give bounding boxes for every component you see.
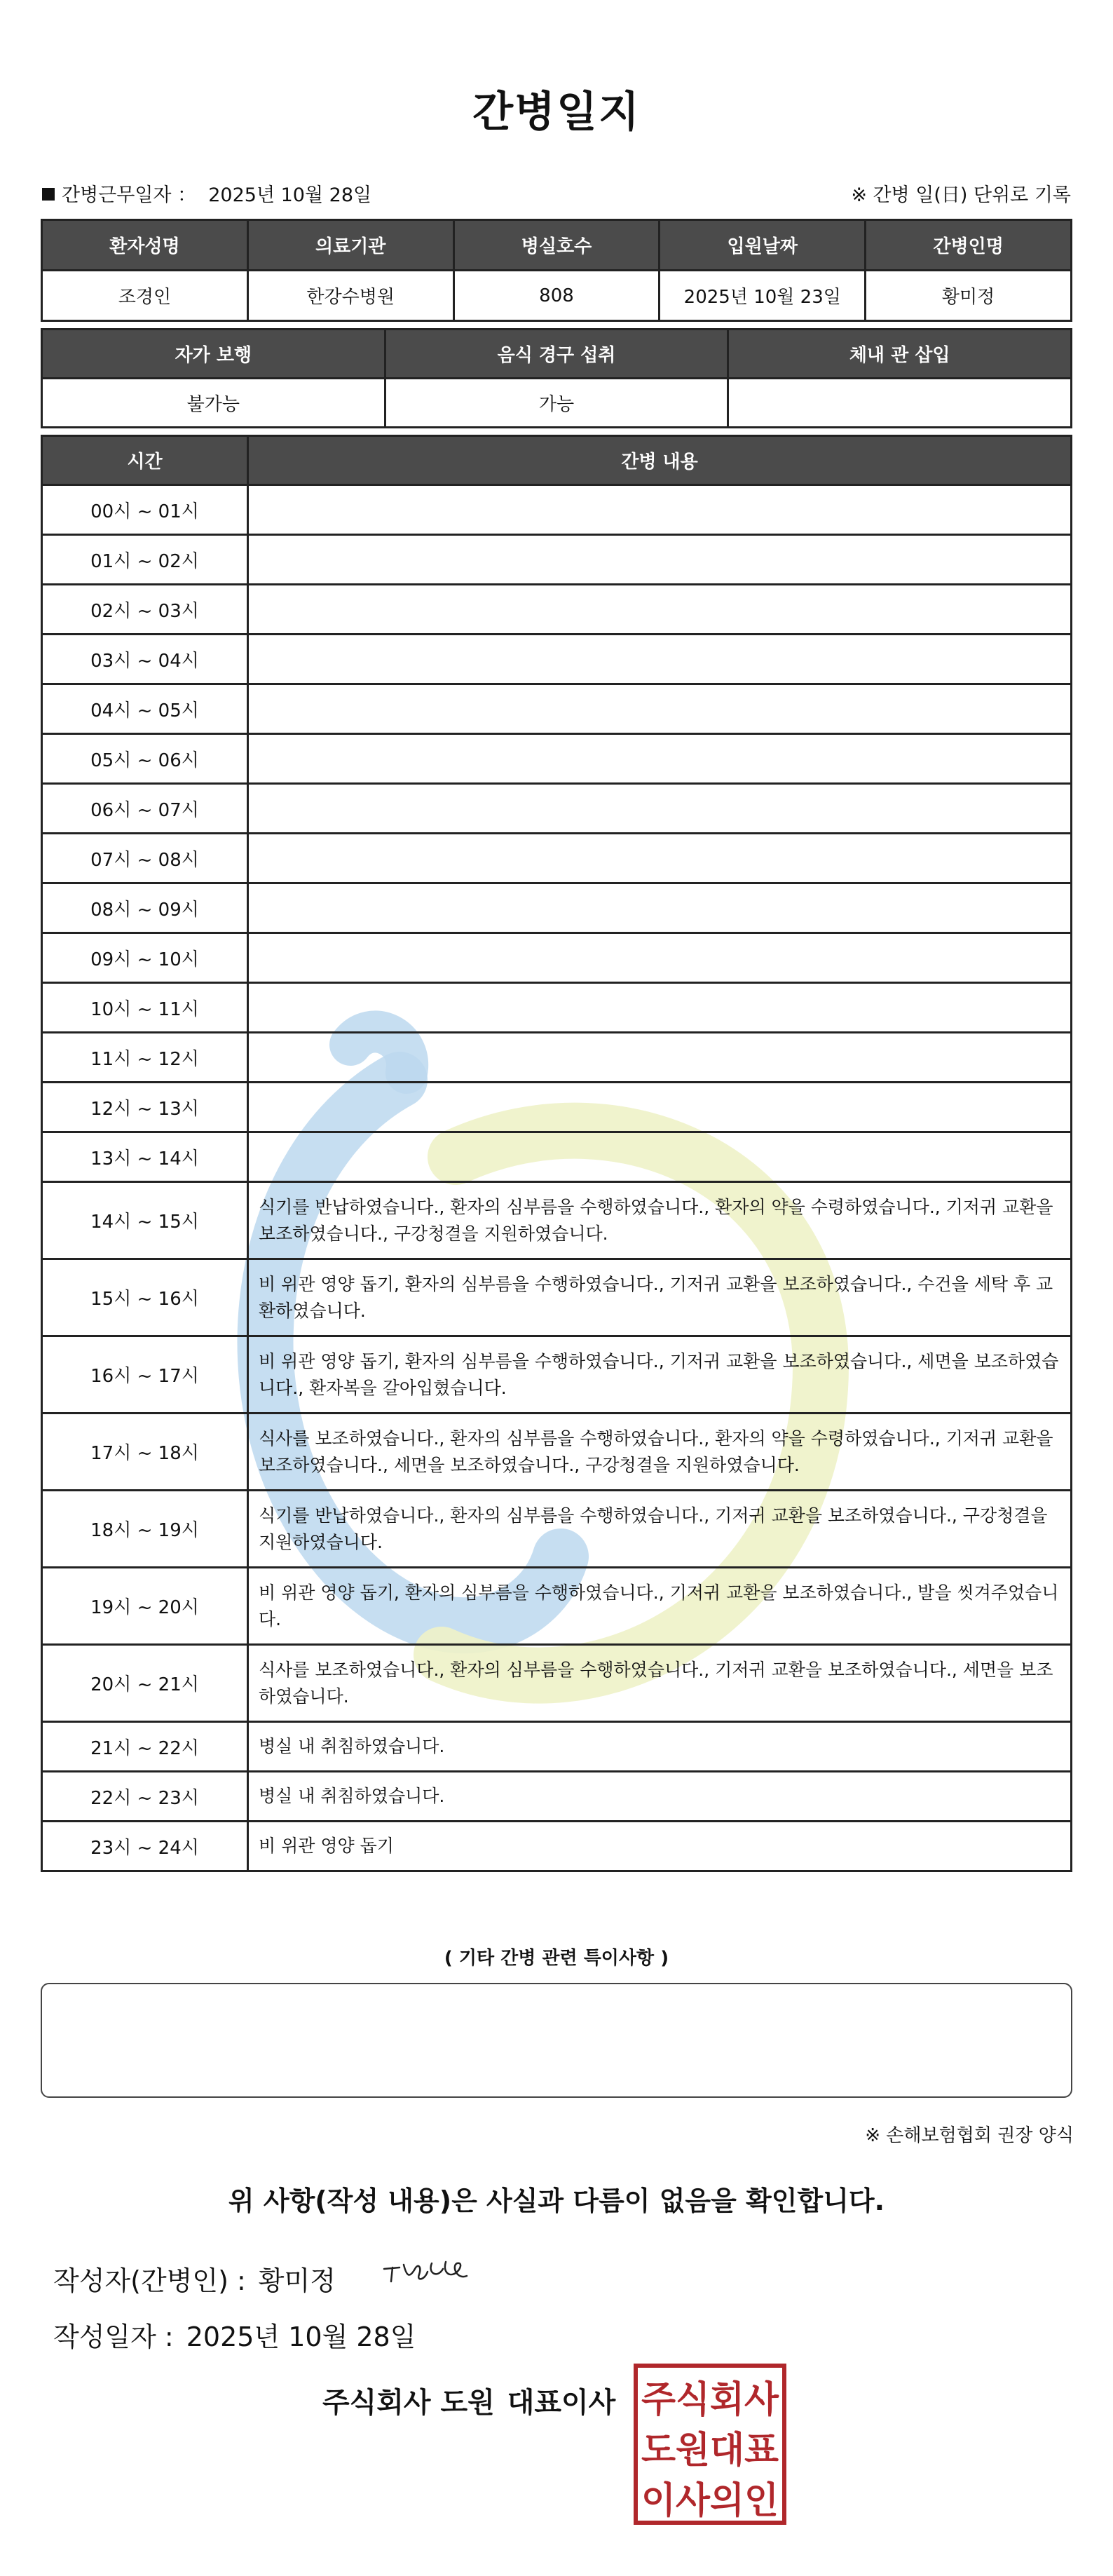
- header-self-walking: 자가 보행: [42, 330, 385, 379]
- content-cell: [248, 734, 1072, 784]
- content-cell: [248, 983, 1072, 1033]
- table-row: [42, 1645, 1072, 1722]
- page-title: 간병일지: [472, 88, 641, 137]
- header-hospital: 의료기관: [247, 220, 453, 271]
- header-care-content: 간병 내용: [248, 436, 1072, 485]
- table-row: [42, 1414, 1072, 1491]
- time-cell: 19시 ~ 20시: [42, 1568, 248, 1645]
- remarks-box: [41, 1983, 1072, 2098]
- table-row: [42, 1772, 1072, 1822]
- table-row: [42, 1822, 1072, 1871]
- svg-text:이사의인: 이사의인: [641, 2480, 779, 2522]
- content-cell: 비 위관 영양 돕기, 환자의 심부름을 수행하였습니다., 기저귀 교환을 보조하였습니다., 발을 씻겨주었습니다.: [248, 1568, 1072, 1645]
- content-cell: 비 위관 영양 돕기, 환자의 심부름을 수행하였습니다., 기저귀 교환을 보조하였습니다., 수건을 세탁 후 교환하였습니다.: [248, 1259, 1072, 1336]
- company-title: 대표이사: [507, 2387, 616, 2419]
- time-cell: 07시 ~ 08시: [42, 834, 248, 883]
- time-cell: 13시 ~ 14시: [42, 1132, 248, 1182]
- table-row: [42, 1182, 1072, 1259]
- log-header-row: [42, 436, 1072, 485]
- status-value-row: [42, 379, 1072, 428]
- content-cell: [248, 834, 1072, 883]
- patient-status-table: [41, 328, 1072, 428]
- confirm-statement: 위 사항(작성 내용)은 사실과 다름이 없음을 확인합니다.: [228, 2185, 885, 2216]
- table-row: [42, 834, 1072, 883]
- content-cell: 병실 내 취침하였습니다.: [248, 1772, 1072, 1822]
- header-admission-date: 입원날짜: [660, 220, 866, 271]
- content-cell: [248, 784, 1072, 834]
- svg-text:도원대표: 도원대표: [641, 2429, 779, 2472]
- time-cell: 20시 ~ 21시: [42, 1645, 248, 1722]
- content-cell: [248, 684, 1072, 734]
- value-caregiver-name: 황미정: [866, 271, 1072, 321]
- table-row: [42, 1336, 1072, 1414]
- time-cell: 08시 ~ 09시: [42, 883, 248, 933]
- content-cell: 식기를 반납하였습니다., 환자의 심부름을 수행하였습니다., 환자의 약을 수령하였습니다., 기저귀 교환을 보조하였습니다., 구강청결을 지원하였습니다.: [248, 1182, 1072, 1259]
- time-cell: 02시 ~ 03시: [42, 585, 248, 635]
- table-row: [42, 933, 1072, 983]
- content-cell: 식사를 보조하였습니다., 환자의 심부름을 수행하였습니다., 환자의 약을 수령하였습니다., 기저귀 교환을 보조하였습니다., 세면을 보조하였습니다., 구강청결을 지원하였습니다.: [248, 1414, 1072, 1491]
- company-name: 주식회사 도원: [322, 2387, 495, 2419]
- square-bullet-icon: [42, 188, 55, 201]
- table-row: [42, 1722, 1072, 1772]
- company-seal: [633, 2363, 787, 2526]
- value-self-walking: 불가능: [42, 379, 385, 428]
- content-cell: 식기를 반납하였습니다., 환자의 심부름을 수행하였습니다., 기저귀 교환을 보조하였습니다., 구강청결을 지원하였습니다.: [248, 1491, 1072, 1568]
- value-hospital: 한강수병원: [247, 271, 453, 321]
- table-row: [42, 585, 1072, 635]
- time-cell: 22시 ~ 23시: [42, 1772, 248, 1822]
- value-patient-name: 조경인: [42, 271, 248, 321]
- table-row: [42, 684, 1072, 734]
- status-header-row: [42, 330, 1072, 379]
- content-cell: 병실 내 취침하였습니다.: [248, 1722, 1072, 1772]
- table-row: [42, 734, 1072, 784]
- patient-value-row: [42, 271, 1072, 321]
- content-cell: [248, 585, 1072, 635]
- time-cell: 00시 ~ 01시: [42, 485, 248, 535]
- written-date-value: 2025년 10월 28일: [186, 2321, 416, 2352]
- time-cell: 09시 ~ 10시: [42, 933, 248, 983]
- table-row: [42, 1491, 1072, 1568]
- handwritten-signature: [378, 2248, 477, 2297]
- written-date-line: [53, 2315, 416, 2354]
- table-row: [42, 535, 1072, 585]
- svg-text:주식회사: 주식회사: [641, 2379, 779, 2421]
- recommend-note: ※ 손해보험협회 권장 양식: [865, 2125, 1074, 2146]
- written-date-label: 작성일자 :: [53, 2321, 174, 2352]
- content-cell: [248, 635, 1072, 684]
- work-date-line: [42, 179, 371, 207]
- content-cell: [248, 535, 1072, 585]
- patient-header-row: [42, 220, 1072, 271]
- table-row: [42, 1259, 1072, 1336]
- hourly-care-log-table: [41, 435, 1072, 1872]
- table-row: [42, 1033, 1072, 1083]
- time-cell: 17시 ~ 18시: [42, 1414, 248, 1491]
- work-date-label: 간병근무일자 ：: [62, 184, 197, 206]
- time-cell: 03시 ~ 04시: [42, 635, 248, 684]
- header-caregiver-name: 간병인명: [866, 220, 1072, 271]
- header-time: 시간: [42, 436, 248, 485]
- time-cell: 15시 ~ 16시: [42, 1259, 248, 1336]
- table-row: [42, 1568, 1072, 1645]
- content-cell: [248, 933, 1072, 983]
- time-cell: 18시 ~ 19시: [42, 1491, 248, 1568]
- table-row: [42, 883, 1072, 933]
- header-room-number: 병실호수: [453, 220, 660, 271]
- time-cell: 23시 ~ 24시: [42, 1822, 248, 1871]
- table-row: [42, 983, 1072, 1033]
- patient-info-table: [41, 219, 1072, 322]
- content-cell: 식사를 보조하였습니다., 환자의 심부름을 수행하였습니다., 기저귀 교환을 보조하였습니다., 세면을 보조하였습니다.: [248, 1645, 1072, 1722]
- writer-label: 작성자(간병인) :: [53, 2265, 246, 2296]
- value-oral-intake: 가능: [385, 379, 728, 428]
- work-date-value: 2025년 10월 28일: [208, 184, 372, 206]
- table-row: [42, 635, 1072, 684]
- time-cell: 11시 ~ 12시: [42, 1033, 248, 1083]
- table-row: [42, 1083, 1072, 1132]
- header-patient-name: 환자성명: [42, 220, 248, 271]
- value-tube-insertion: [728, 379, 1072, 428]
- writer-line: [53, 2259, 336, 2298]
- remarks-title: ( 기타 간병 관련 특이사항 ): [444, 1948, 669, 1969]
- time-cell: 12시 ~ 13시: [42, 1083, 248, 1132]
- table-row: [42, 784, 1072, 834]
- time-cell: 16시 ~ 17시: [42, 1336, 248, 1414]
- time-cell: 14시 ~ 15시: [42, 1182, 248, 1259]
- content-cell: 비 위관 영양 돕기, 환자의 심부름을 수행하였습니다., 기저귀 교환을 보조하였습니다., 세면을 보조하였습니다., 환자복을 갈아입혔습니다.: [248, 1336, 1072, 1414]
- content-cell: [248, 485, 1072, 535]
- time-cell: 05시 ~ 06시: [42, 734, 248, 784]
- unit-note: ※ 간병 일(日) 단위로 기록: [851, 184, 1071, 206]
- content-cell: [248, 1132, 1072, 1182]
- value-room-number: 808: [453, 271, 660, 321]
- content-cell: 비 위관 영양 돕기: [248, 1822, 1072, 1871]
- writer-name: 황미정: [258, 2265, 336, 2296]
- header-tube-insertion: 체내 관 삽입: [728, 330, 1072, 379]
- table-row: [42, 485, 1072, 535]
- time-cell: 04시 ~ 05시: [42, 684, 248, 734]
- company-line: [322, 2380, 628, 2420]
- time-cell: 21시 ~ 22시: [42, 1722, 248, 1772]
- content-cell: [248, 1033, 1072, 1083]
- time-cell: 01시 ~ 02시: [42, 535, 248, 585]
- value-admission-date: 2025년 10월 23일: [660, 271, 866, 321]
- content-cell: [248, 883, 1072, 933]
- time-cell: 06시 ~ 07시: [42, 784, 248, 834]
- table-row: [42, 1132, 1072, 1182]
- time-cell: 10시 ~ 11시: [42, 983, 248, 1033]
- content-cell: [248, 1083, 1072, 1132]
- header-oral-intake: 음식 경구 섭취: [385, 330, 728, 379]
